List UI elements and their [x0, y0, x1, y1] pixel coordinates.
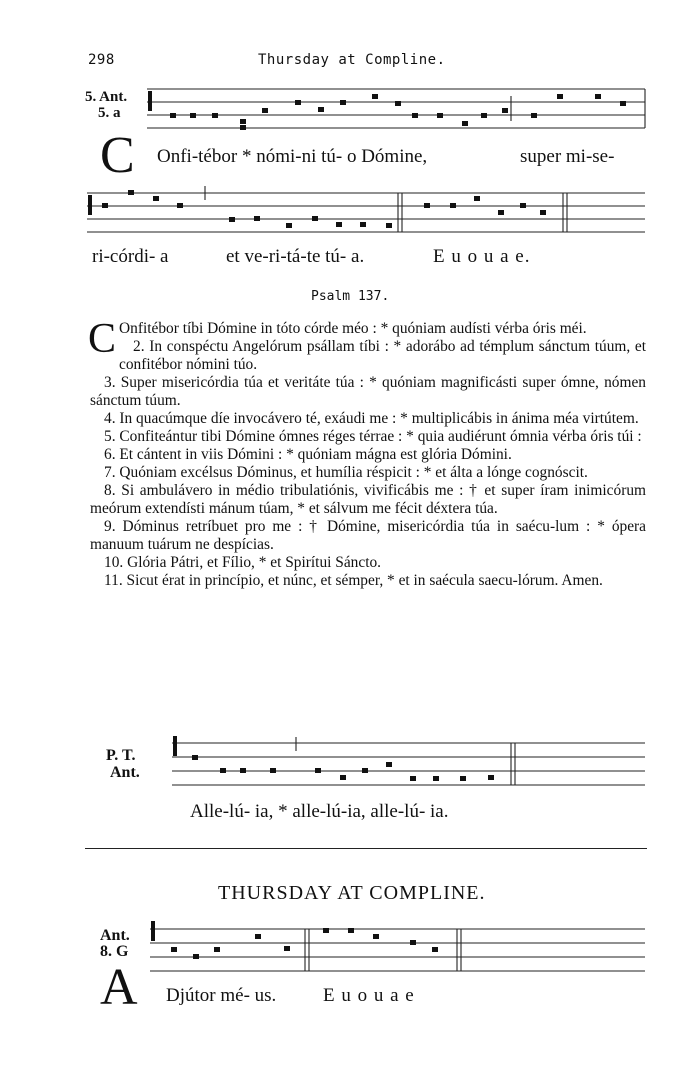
psalm-title: Psalm 137.	[311, 289, 390, 304]
psalm-verse: 7. Quóniam excélsus Dóminus, et humília réspicit : * et álta a lónge cognóscit.	[104, 464, 588, 481]
psalm-verse: Onfitébor tíbi Dómine in tóto córde méo : * quóniam audísti vérba óris méi.	[119, 320, 587, 337]
psalm-verse: 2. In conspéctu Angelórum psállam tíbi : * adorábo ad témplum sánctum túum, et confitébor nómini túo.	[119, 338, 646, 373]
psalm-text	[88, 316, 646, 590]
section-divider	[85, 848, 647, 849]
psalm-verse: 6. Et cántent in viis Dómini : * quóniam mágna est glória Dómini.	[104, 446, 512, 463]
mode-label: Ant.	[110, 764, 140, 781]
mode-label: 5. Ant.	[85, 89, 128, 105]
chant-lyrics: Alle-lú- ia, * alle-lú-ia, alle-lú- ia.	[190, 801, 449, 822]
mode-number: 8. G	[100, 943, 129, 960]
chant-lyrics: Onfi-tébor * nómi-ni tú- o Dómine,	[157, 146, 428, 167]
section-title: THURSDAY AT COMPLINE.	[218, 882, 486, 904]
chant-lyrics: et ve-ri-tá-te tú- a.	[226, 246, 365, 267]
chant-lyrics: ri-córdi- a	[92, 246, 169, 267]
psalm-verse: 11. Sicut érat in princípio, et núnc, et sémper, * et in saécula saecu-lórum. Amen.	[104, 572, 603, 589]
running-title: Thursday at Compline.	[258, 52, 446, 68]
psalm-verse: 8. Si ambulávero in médio tribulatiónis, vivificábis me : † et super íram inimicórum meórum extendísti mánum túam, * et sálvum me fécit déxtera túa.	[90, 482, 646, 517]
psalm-verse: 9. Dóminus retríbuet pro me : † Dómine, misericórdia túa in saécu-lum : * ópera manuum tuárum ne despícias.	[90, 518, 646, 553]
mode-label: Ant.	[100, 927, 130, 944]
psalm-verse: 3. Super misericórdia túa et veritáte túa : * quóniam magnificásti super ómne, nómen sánctum túum.	[90, 374, 646, 409]
chant-lyrics: Djútor mé- us.	[166, 985, 277, 1006]
mode-number: 5. a	[98, 105, 121, 121]
psalm-verse: 10. Glória Pátri, et Fílio, * et Spirítui Sáncto.	[104, 554, 382, 571]
psalm-verse: 4. In quacúmque díe invocávero té, exáudi me : * multiplicábis in ánima méa virtútem.	[104, 410, 639, 427]
psalm-verse: 5. Confiteántur tibi Dómine ómnes réges térrae : * quia audiérunt ómnia vérba óris túi :	[104, 428, 642, 445]
page-number: 298	[88, 52, 115, 68]
initial-letter: C	[100, 127, 135, 184]
initial-letter: A	[100, 959, 138, 1016]
mode-label: P. T.	[106, 747, 136, 764]
euouae: E u o u a e.	[433, 246, 531, 267]
chant-lyrics: super mi-se-	[520, 146, 615, 167]
euouae: E u o u a e	[323, 985, 415, 1006]
drop-cap: C	[88, 316, 117, 362]
